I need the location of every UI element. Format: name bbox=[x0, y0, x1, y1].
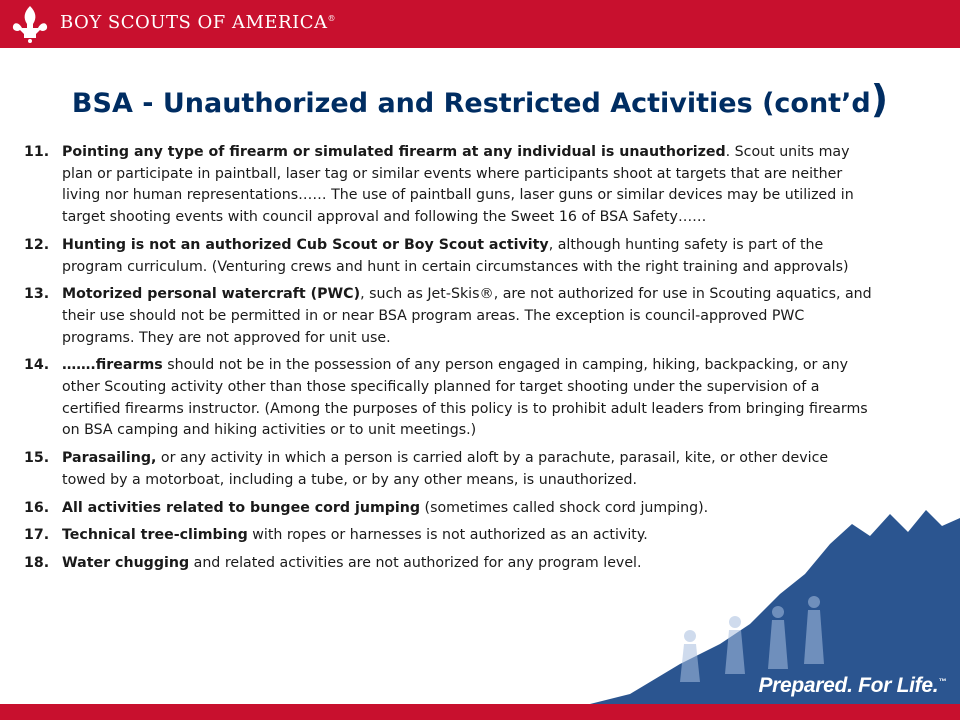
list-item bbox=[24, 355, 874, 442]
item-lead: Motorized personal watercraft (PWC) bbox=[62, 286, 361, 303]
list-item bbox=[24, 142, 874, 229]
item-lead: Water chugging bbox=[62, 554, 190, 571]
item-lead: All activities related to bungee cord jumping bbox=[62, 499, 421, 516]
item-number: 13. bbox=[24, 286, 50, 303]
tagline bbox=[758, 674, 946, 698]
item-text: should not be in the possession of any person engaged in camping, hiking, backpacking, or any other Scouting activity other than those specifically planned for target shooting under the supervision of a certified firearms instructor. (Among the purposes of this policy is to prohibit adult leaders from bringing firearms on BSA camping and hiking activities or to unit meetings.) bbox=[62, 357, 868, 439]
org-name bbox=[60, 12, 336, 33]
slide-title bbox=[0, 77, 960, 121]
slide-title-text: BSA - Unauthorized and Restricted Activities (cont’d bbox=[71, 88, 871, 119]
org-registered-mark: ® bbox=[327, 14, 336, 23]
item-text: (sometimes called shock cord jumping). bbox=[420, 499, 709, 516]
item-number: 17. bbox=[24, 527, 50, 544]
item-lead: Technical tree-climbing bbox=[62, 527, 248, 544]
item-text: , although hunting safety is part of the program curriculum. (Venturing crews and hunt in certain circumstances with the right training and approvals) bbox=[62, 236, 849, 275]
item-number: 15. bbox=[24, 450, 50, 467]
item-number: 14. bbox=[24, 357, 50, 374]
item-number: 16. bbox=[24, 499, 50, 516]
org-name-text: BOY SCOUTS OF AMERICA bbox=[60, 12, 328, 33]
item-number: 11. bbox=[24, 144, 50, 160]
tagline-trademark: ™ bbox=[938, 677, 946, 686]
list-item bbox=[24, 448, 874, 491]
item-number: 18. bbox=[24, 554, 50, 571]
bsa-fleur-de-lis-logo-icon bbox=[10, 4, 50, 44]
footer-bar bbox=[0, 704, 960, 720]
item-lead: Hunting is not an authorized Cub Scout or Boy Scout activity bbox=[62, 236, 549, 253]
item-lead: Pointing any type of firearm or simulated firearm at any individual is unauthorized bbox=[62, 144, 726, 160]
item-lead: Parasailing, bbox=[62, 450, 157, 467]
item-lead: …….firearms bbox=[62, 357, 163, 374]
item-text: or any activity in which a person is carried aloft by a parachute, parasail, kite, or other device towed by a motorboat, including a tube, or by any other means, is unauthorized. bbox=[62, 450, 829, 488]
item-text: with ropes or harnesses is not authorized as an activity. bbox=[247, 527, 648, 544]
item-text: , such as Jet-Skis®, are not authorized for use in Scouting aquatics, and their use should not be permitted in or near BSA program areas. The exception is council-approved PWC programs. They are not approved for unit use. bbox=[62, 286, 872, 346]
item-number: 12. bbox=[24, 236, 50, 253]
slide-title-close-paren: ) bbox=[870, 77, 889, 121]
header-bar bbox=[0, 0, 960, 48]
list-item bbox=[24, 284, 874, 349]
item-text: . Scout units may plan or participate in paintball, laser tag or similar events where participants shoot at targets that are neither living nor human representations…… The use of paintball guns, laser guns or similar devices may be utilized in target shooting events with council approval and following the Sweet 16 of BSA Safety…… bbox=[62, 144, 854, 226]
item-text: and related activities are not authorized for any program level. bbox=[189, 554, 642, 571]
tagline-text: Prepared. For Life. bbox=[758, 674, 939, 697]
list-item bbox=[24, 235, 874, 278]
